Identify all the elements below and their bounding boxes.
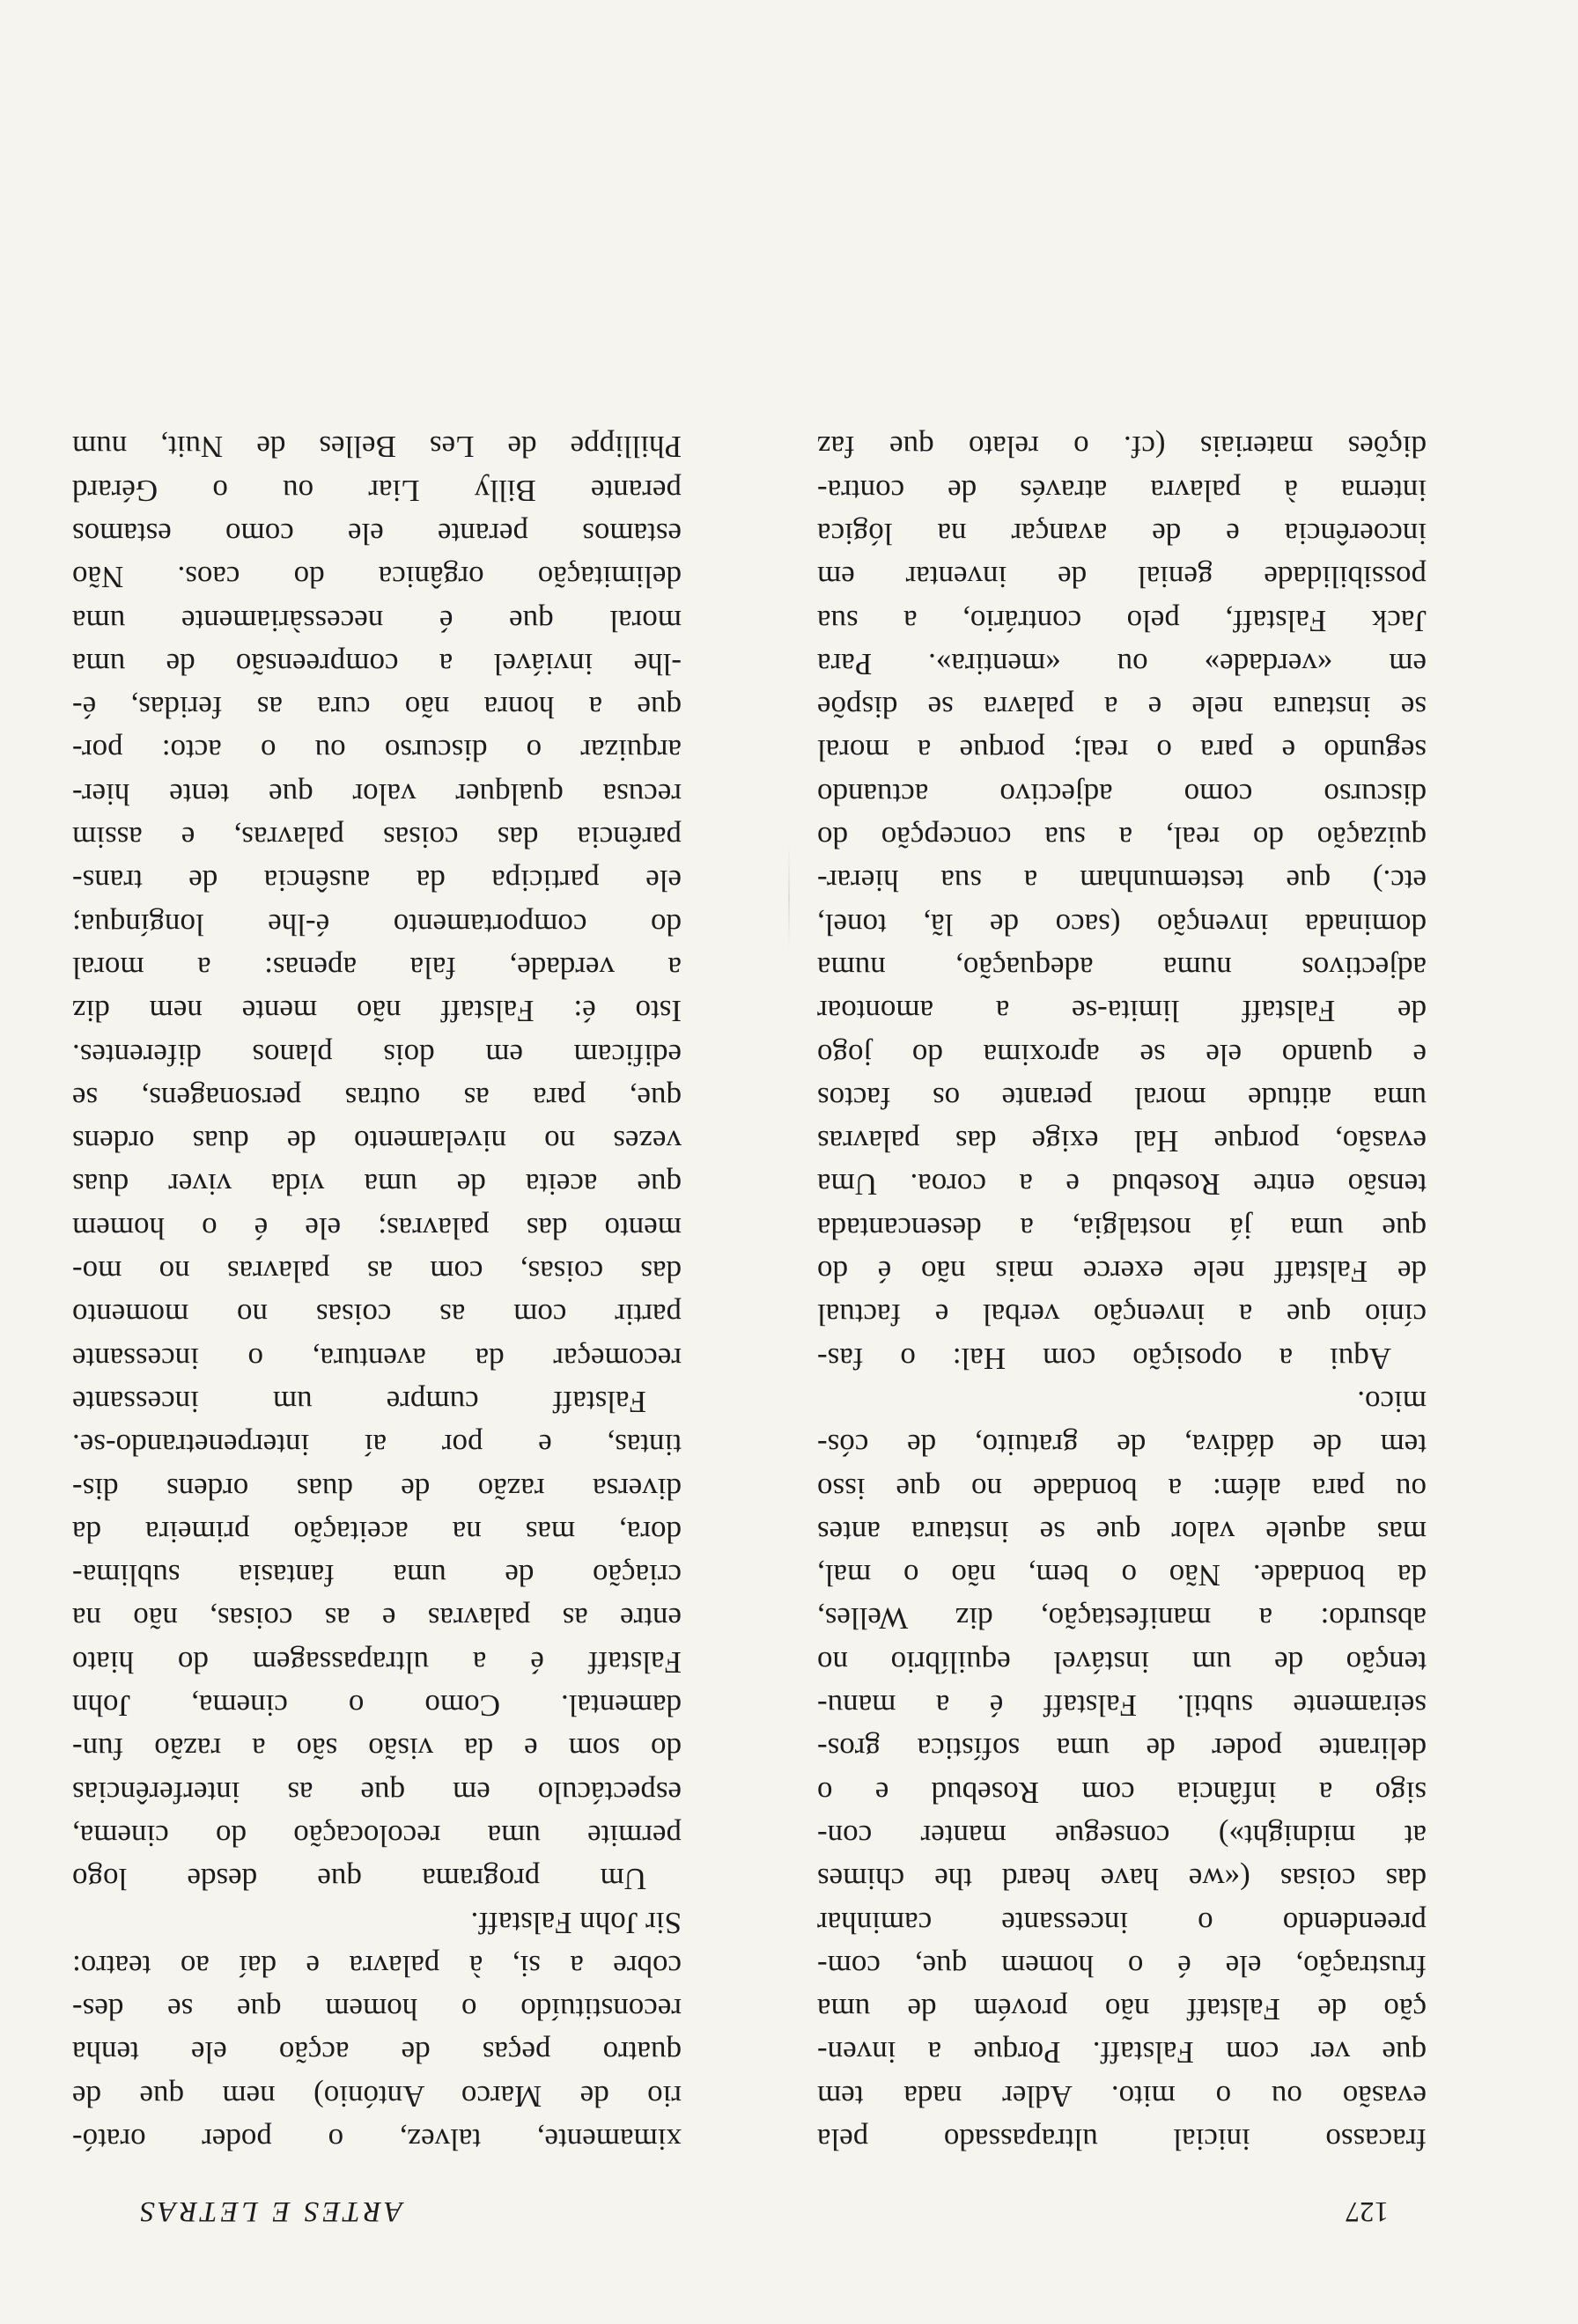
text-line: discurso como adjectivo actuando [817, 776, 1427, 812]
text-line: segundo e para o real; porque a moral [817, 733, 1427, 769]
page-number: 127 [1345, 2195, 1389, 2227]
text-line: etc.) que testemunham a sua hierar- [817, 864, 1427, 899]
text-line: partir com as coisas no momento [72, 1298, 682, 1333]
text-line: que, para as outras personagens, se [72, 1080, 682, 1115]
text-line: perante Billy Liar ou o Gérard [72, 473, 682, 508]
text-column-left [72, 425, 682, 2161]
text-line: recusa qualquer valor que tente hier- [72, 776, 682, 812]
text-line: interna à palavra através de contra- [817, 473, 1427, 508]
text-line: delimitação orgânica do caos. Não [72, 560, 682, 595]
text-line: mas aquele valor que se instaura antes [817, 1514, 1427, 1549]
text-line: evasão, porque Hal exige das palavras [817, 1124, 1427, 1159]
text-line: ximamente, talvez, o poder orató- [72, 2122, 682, 2157]
text-line: criação de uma fantasia sublima- [72, 1558, 682, 1593]
text-line: que ver com Falstaff. Porque a inven- [817, 2035, 1427, 2070]
text-line: ele participa da ausência de trans- [72, 864, 682, 899]
text-line: Isto é: Falstaff não mente nem diz [72, 994, 682, 1029]
text-line: mico. [1357, 1384, 1427, 1419]
text-line: incoerência e de avançar na lógica [817, 517, 1427, 552]
text-line: Phillippe de Les Belles de Nuit, num [72, 430, 682, 465]
text-line: adjectivos numa adequação, numa [817, 950, 1427, 985]
text-line: de Falstaff nele exerce mais não é do [817, 1254, 1427, 1290]
text-line: entre as palavras e as coisas, não na [72, 1601, 682, 1636]
text-line: e quando ele se aproxima do jogo [817, 1037, 1427, 1072]
text-line: tem de dádiva, de gratuito, de cós- [817, 1428, 1427, 1463]
text-line: se instaura nele e a palavra se dispõe [817, 690, 1427, 725]
text-line: moral que é necessàriamente uma [72, 603, 682, 638]
text-line: dora, mas na aceitação primeira da [72, 1514, 682, 1549]
running-head: ARTES E LETRAS [136, 2195, 402, 2227]
text-line: arquizar o discurso ou o acto: por- [72, 733, 682, 769]
text-line: espectáculo em que as interferências [72, 1775, 682, 1810]
text-line: Aqui a oposição com Hal: o fas- [817, 1341, 1391, 1376]
text-line: que uma já nostalgia, a desencantada [817, 1210, 1427, 1246]
text-line: a verdade, fala apenas: a moral [72, 950, 682, 985]
text-line: frustração, ele é o homem que, com- [817, 1948, 1427, 1983]
text-line: tenção de um instável equilíbrio no [817, 1644, 1427, 1680]
text-line: uma atitude moral perante os factos [817, 1080, 1427, 1115]
text-line: tintas, e por aí interpenetrando-se. [72, 1428, 682, 1463]
text-line: preendendo o incessante caminhar [817, 1905, 1427, 1940]
text-line: quização do real, a sua concepção do [817, 820, 1427, 856]
text-line: dições materiais (cf. o relato que faz [817, 430, 1427, 465]
text-line: vezes no nivelamento de duas ordens [72, 1124, 682, 1159]
page-gutter-mark [788, 845, 790, 951]
text-line: possibilidade genial de inventar em [817, 560, 1427, 595]
text-line: seiramente subtil. Falstaff é a manu- [817, 1688, 1427, 1724]
text-line: de Falstaff limita-se a amontoar [817, 994, 1427, 1029]
text-line: ou para além: a bondade no que isso [817, 1471, 1427, 1506]
text-line: -lhe inviável a compreensão de uma [72, 646, 682, 681]
text-line: estamos perante ele como estamos [72, 517, 682, 552]
text-line: tensão entre Rosebud e a coroa. Uma [817, 1167, 1427, 1202]
text-line: das coisas («we have heard the chimes [817, 1862, 1427, 1897]
text-line: reconstituído o homem que se des- [72, 1992, 682, 2027]
text-line: do comportamento é-lhe longínqua; [72, 907, 682, 942]
text-line: edificam em dois planos diferentes. [72, 1037, 682, 1072]
text-line: mento das palavras; ele é o homem [72, 1210, 682, 1246]
text-line: que aceita de uma vida viver duas [72, 1167, 682, 1202]
text-line: ção de Falstaff não provém de uma [817, 1992, 1427, 2027]
text-line: Sir John Falstaff. [470, 1905, 682, 1940]
text-line: cobre a si, à palavra e daí ao teatro: [72, 1948, 682, 1983]
text-line: rio de Marco António) nem que de [72, 2078, 682, 2114]
text-line: at midnight») consegue manter con- [817, 1818, 1427, 1853]
text-line: fracasso inicial ultrapassado pela [817, 2122, 1427, 2157]
text-line: absurdo: a manifestação, diz Welles, [817, 1601, 1427, 1636]
text-line: das coisas, com as palavras no mo- [72, 1254, 682, 1290]
text-line: do som e da visão são a razão fun- [72, 1732, 682, 1767]
text-line: Falstaff é a ultrapassagem do hiato [72, 1644, 682, 1680]
text-line: diversa razão de duas ordens dis- [72, 1471, 682, 1506]
text-column-right [817, 425, 1427, 2161]
text-line: Falstaff cumpre um incessante [72, 1384, 646, 1419]
text-line: Jack Falstaff, pelo contrário, a sua [817, 603, 1427, 638]
text-line: da bondade. Não o bem, não o mal, [817, 1558, 1427, 1593]
text-line: em «verdade» ou «mentira». Para [817, 646, 1427, 681]
text-line: damental. Como o cinema, John [72, 1688, 682, 1724]
page-header [0, 2183, 1578, 2227]
text-line: parência das coisas palavras, e assim [72, 820, 682, 856]
text-line: sigo a infância com Rosebud e o [817, 1775, 1427, 1810]
text-line: permite uma recolocação do cinema, [72, 1818, 682, 1853]
text-line: delirante poder de uma sofística gros- [817, 1732, 1427, 1767]
text-line: Um programa que desde logo [72, 1862, 646, 1897]
text-line: evasão ou o mito. Adler nada tem [817, 2078, 1427, 2114]
text-line: dominada invenção (saco de lã, tonel, [817, 907, 1427, 942]
text-line: que a honra não cura as feridas, é- [72, 690, 682, 725]
text-line: recomeçar da aventura, o incessante [72, 1341, 682, 1376]
text-line: quatro peças de acção ele tenha [72, 2035, 682, 2070]
text-line: cínio que a invenção verbal e factual [817, 1298, 1427, 1333]
